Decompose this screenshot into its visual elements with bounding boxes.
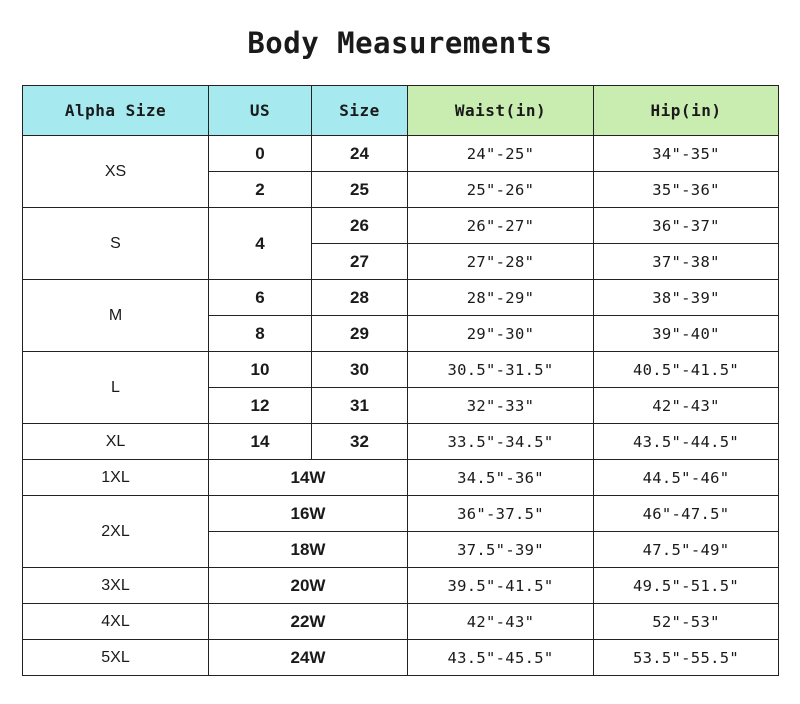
waist-cell: 28"-29" [408,280,594,316]
us-cell: 2 [209,172,312,208]
waist-cell: 37.5"-39" [408,532,594,568]
waist-cell: 42"-43" [408,604,594,640]
us-cell: 8 [209,316,312,352]
table-row [23,568,779,604]
hip-cell: 42"-43" [594,388,779,424]
size-cell: 30 [312,352,408,388]
us-cell: 0 [209,136,312,172]
waist-cell: 25"-26" [408,172,594,208]
hip-cell: 40.5"-41.5" [594,352,779,388]
waist-cell: 30.5"-31.5" [408,352,594,388]
alpha-size-cell: 5XL [23,640,209,676]
hip-cell: 47.5"-49" [594,532,779,568]
size-cell: 29 [312,316,408,352]
table-row [23,136,779,172]
us-size-cell: 20W [209,568,408,604]
hip-cell: 53.5"-55.5" [594,640,779,676]
header-size: Size [312,86,408,136]
size-cell: 27 [312,244,408,280]
us-cell: 14 [209,424,312,460]
page-title: Body Measurements [247,26,553,60]
size-cell: 32 [312,424,408,460]
alpha-size-cell: L [23,352,209,424]
hip-cell: 46"-47.5" [594,496,779,532]
waist-cell: 43.5"-45.5" [408,640,594,676]
hip-cell: 43.5"-44.5" [594,424,779,460]
table-row [23,280,779,316]
alpha-size-cell: M [23,280,209,352]
waist-cell: 32"-33" [408,388,594,424]
hip-cell: 37"-38" [594,244,779,280]
size-cell: 31 [312,388,408,424]
hip-cell: 39"-40" [594,316,779,352]
size-chart-table [22,85,779,676]
header-row [23,86,779,136]
hip-cell: 34"-35" [594,136,779,172]
alpha-size-cell: 3XL [23,568,209,604]
size-cell: 24 [312,136,408,172]
table-row [23,460,779,496]
hip-cell: 36"-37" [594,208,779,244]
hip-cell: 35"-36" [594,172,779,208]
waist-cell: 24"-25" [408,136,594,172]
header-waist: Waist(in) [408,86,594,136]
hip-cell: 49.5"-51.5" [594,568,779,604]
waist-cell: 26"-27" [408,208,594,244]
waist-cell: 39.5"-41.5" [408,568,594,604]
us-cell: 10 [209,352,312,388]
size-cell: 26 [312,208,408,244]
table-row [23,640,779,676]
us-cell: 12 [209,388,312,424]
waist-cell: 36"-37.5" [408,496,594,532]
header-alpha-size: Alpha Size [23,86,209,136]
alpha-size-cell: XS [23,136,209,208]
table-row [23,352,779,388]
hip-cell: 52"-53" [594,604,779,640]
us-size-cell: 18W [209,532,408,568]
header-us: US [209,86,312,136]
size-cell: 25 [312,172,408,208]
alpha-size-cell: S [23,208,209,280]
table-row [23,496,779,532]
us-size-cell: 14W [209,460,408,496]
waist-cell: 27"-28" [408,244,594,280]
alpha-size-cell: XL [23,424,209,460]
us-size-cell: 24W [209,640,408,676]
us-cell: 4 [209,208,312,280]
us-size-cell: 16W [209,496,408,532]
us-size-cell: 22W [209,604,408,640]
size-cell: 28 [312,280,408,316]
header-hip: Hip(in) [594,86,779,136]
waist-cell: 29"-30" [408,316,594,352]
hip-cell: 38"-39" [594,280,779,316]
us-cell: 6 [209,280,312,316]
alpha-size-cell: 4XL [23,604,209,640]
hip-cell: 44.5"-46" [594,460,779,496]
alpha-size-cell: 2XL [23,496,209,568]
alpha-size-cell: 1XL [23,460,209,496]
waist-cell: 34.5"-36" [408,460,594,496]
table-row [23,208,779,244]
table-row [23,604,779,640]
table-row [23,424,779,460]
waist-cell: 33.5"-34.5" [408,424,594,460]
